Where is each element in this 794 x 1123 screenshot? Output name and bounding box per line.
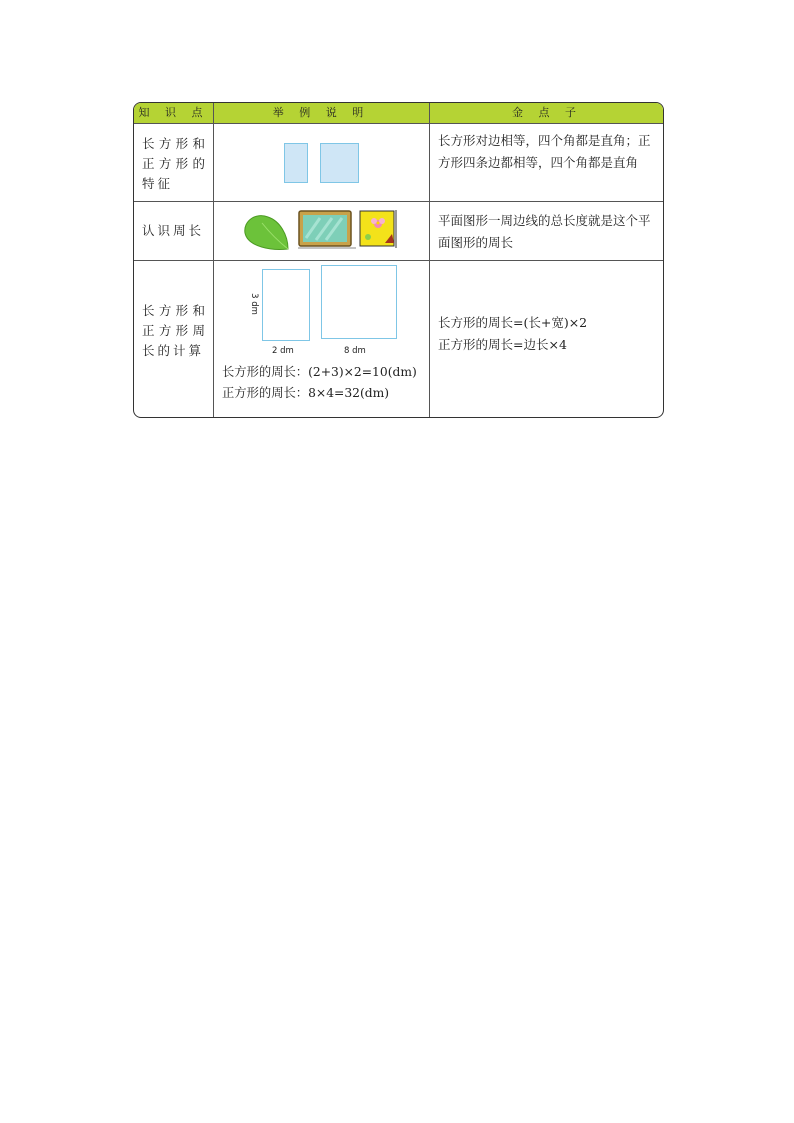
picture-frame-icon: [298, 210, 356, 250]
topic-shape-features: 长方形和正方形的特征: [142, 136, 208, 191]
header-tips: 金 点 子: [512, 106, 582, 119]
flower-card-icon: [359, 210, 399, 250]
row-divider: [134, 260, 663, 261]
square-perimeter-example: 正方形的周长：8×4=32(dm): [222, 386, 390, 400]
rect-height-label: 3 dm: [249, 293, 259, 315]
tip-perimeter: 平面图形一周边线的总长度就是这个平面图形的周长: [438, 213, 651, 250]
rect-width-label: 2 dm: [272, 346, 294, 356]
topic-perimeter: 认识周长: [142, 223, 205, 238]
topic-perimeter-calculation: 长方形和正方形周长的计算: [142, 303, 208, 358]
rectangle-figure: [262, 269, 310, 341]
square-side-label: 8 dm: [344, 346, 366, 356]
leaf-icon: [242, 211, 290, 251]
row-divider: [134, 201, 663, 202]
tip-rect-formula: 长方形的周长=(长+宽)×2: [438, 315, 588, 330]
knowledge-table: [133, 102, 664, 418]
tip-square-formula: 正方形的周长=边长×4: [438, 337, 567, 352]
tip-shape-features: 长方形对边相等，四个角都是直角；正方形四条边都相等，四个角都是直角: [438, 133, 651, 170]
rectangle-example: [284, 143, 308, 183]
header-topic: 知 识 点: [138, 106, 209, 119]
square-example: [320, 143, 359, 183]
square-figure: [321, 265, 397, 339]
rect-perimeter-example: 长方形的周长：(2+3)×2=10(dm): [222, 365, 417, 379]
header-example: 举 例 说 明: [272, 106, 370, 119]
